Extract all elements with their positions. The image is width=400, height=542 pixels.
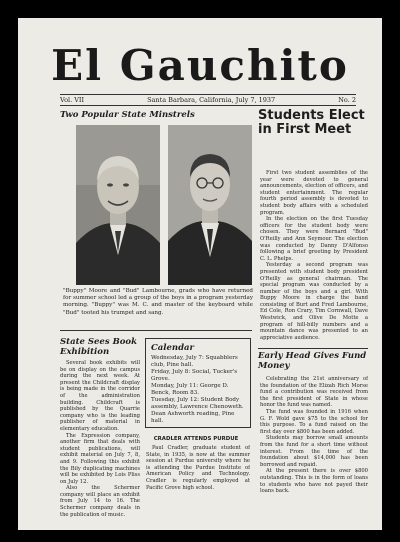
photo-bud-lambourne <box>168 125 252 285</box>
calendar-box <box>145 338 251 428</box>
fund-paragraph: Celebrating the 21st anniversary of the foundation of the Elizah Rich Morse fund a contribution was received from the first president of State in whose honor the fund was named. <box>260 376 368 409</box>
issue-number: No. 2 <box>338 96 356 104</box>
election-headline: Students Elect in First Meet <box>258 108 365 137</box>
masthead-rule-top <box>60 94 356 95</box>
calendar-item: Monday, July 11: George D. Benck, Room 83. <box>151 383 229 396</box>
masthead-rule-bottom <box>60 105 356 106</box>
minstrels-headline: Two Popular State Minstrels <box>60 110 195 120</box>
calendar-list <box>151 355 245 425</box>
exhibition-paragraph: The Expression company, another firm that deals with student publications, will exhibit material on July 7, 8, and 9. Following this exhibit the Bily duplicating machines will be exhibited by Lois Pliss on July 12. <box>60 432 140 485</box>
cradler-article <box>146 445 250 505</box>
election-article <box>260 170 368 345</box>
photo-buppy-moore <box>76 125 160 285</box>
fund-headline: Early Head Gives Fund Money <box>258 351 367 371</box>
fund-article <box>260 376 368 524</box>
election-paragraph: In the election on the first Tuesday officers for the student body were chosen. They were Bernard "Bud" O'Reilly and Ann Seymour. The election was conducted by Danny D'Alfonso following a brief greeting by President C. L. Phelps. <box>260 216 368 262</box>
volume-label: Vol. VII <box>60 96 85 104</box>
masthead-title: El Gauchito <box>51 41 349 90</box>
exhibition-article <box>60 360 140 518</box>
calendar-title: Calendar <box>151 343 195 353</box>
election-paragraph: First two student assemblies of the year were devoted to general announcements, election of officers, and student entertainment. The regular fourth period assembly is devoted to student body affairs with a scheduled program. <box>260 170 368 216</box>
cradler-paragraph: Paul Cradler, graduate student of State, in 1935, is now at the summer session at Purdue university where he is attending the Purdue Institute of American Policy and Technology. Cradler is regularly employed at Pacific Grove high school. <box>146 445 250 491</box>
fund-rule <box>258 348 368 349</box>
exhibition-paragraph: Several book exhibits will be on display on the campus during the next week. At present the Childcraft display is being made in the corridor of the administration building. Childcraft is published by the Quarrie company who is the leading publisher of material in elementary education. <box>60 360 140 432</box>
exhibition-headline: State Sees Book Exhibition <box>60 337 137 357</box>
newspaper-page <box>18 18 382 530</box>
calendar-item: Friday, July 8: Social, Tucker's Grove. <box>151 369 238 382</box>
election-paragraph: Yesterday a second program was presented with student body president O'Reilly as general chairman. The special program was conducted by a number of the boys and a girl. With Buppy Moore in charge the band consisting of Burt and Fred Lambourne, Ed Cole, Ron Crary, Tim Cornwall, Dave Westwick, and Olive De Motte a program of hill-billy numbers and a mountain dance was presented to an appreciative audience. <box>260 262 368 341</box>
minstrels-caption: "Buppy" Moore and "Bud" Lambourne, grads who have returned for summer school led a group of the boys in a program yesterday morning. "Buppy" was M. C. and master of the keyboard while "Bud" tooted his trumpet and sang. <box>63 288 253 316</box>
dateline <box>60 96 356 104</box>
fund-paragraph: Students may borrow small amounts from the fund for a short time without interest. From the time of the foundation about $14,000 has been borrowed and repaid. <box>260 435 368 468</box>
cradler-headline: CRADLER ATTENDS PURDUE <box>153 436 239 442</box>
calendar-item: Tuesday, July 12: Student Body assembly, Lawrence Chenoweth. Dean Ashworth reading, Pine hall. <box>151 397 244 424</box>
place-date: Santa Barbara, California, July 7, 1937 <box>147 96 276 104</box>
calendar-item: Wednesday, July 7: Squabblers club, Pine hall. <box>151 355 238 368</box>
exhibition-paragraph: Also the Schermer company will place an exhibit from July 14 to 16. The Schermer company deals in the publication of music. <box>60 485 140 518</box>
fund-paragraph: At the present there is over $800 outstanding. This is in the form of loans to students who have not payed their loans back. <box>260 468 368 495</box>
section-divider <box>60 330 252 331</box>
fund-paragraph: The fund was founded in 1916 when G. F. Wold gave $75 to the school for this purpose. To a fund raised on the first day over $800 has been added. <box>260 408 368 435</box>
